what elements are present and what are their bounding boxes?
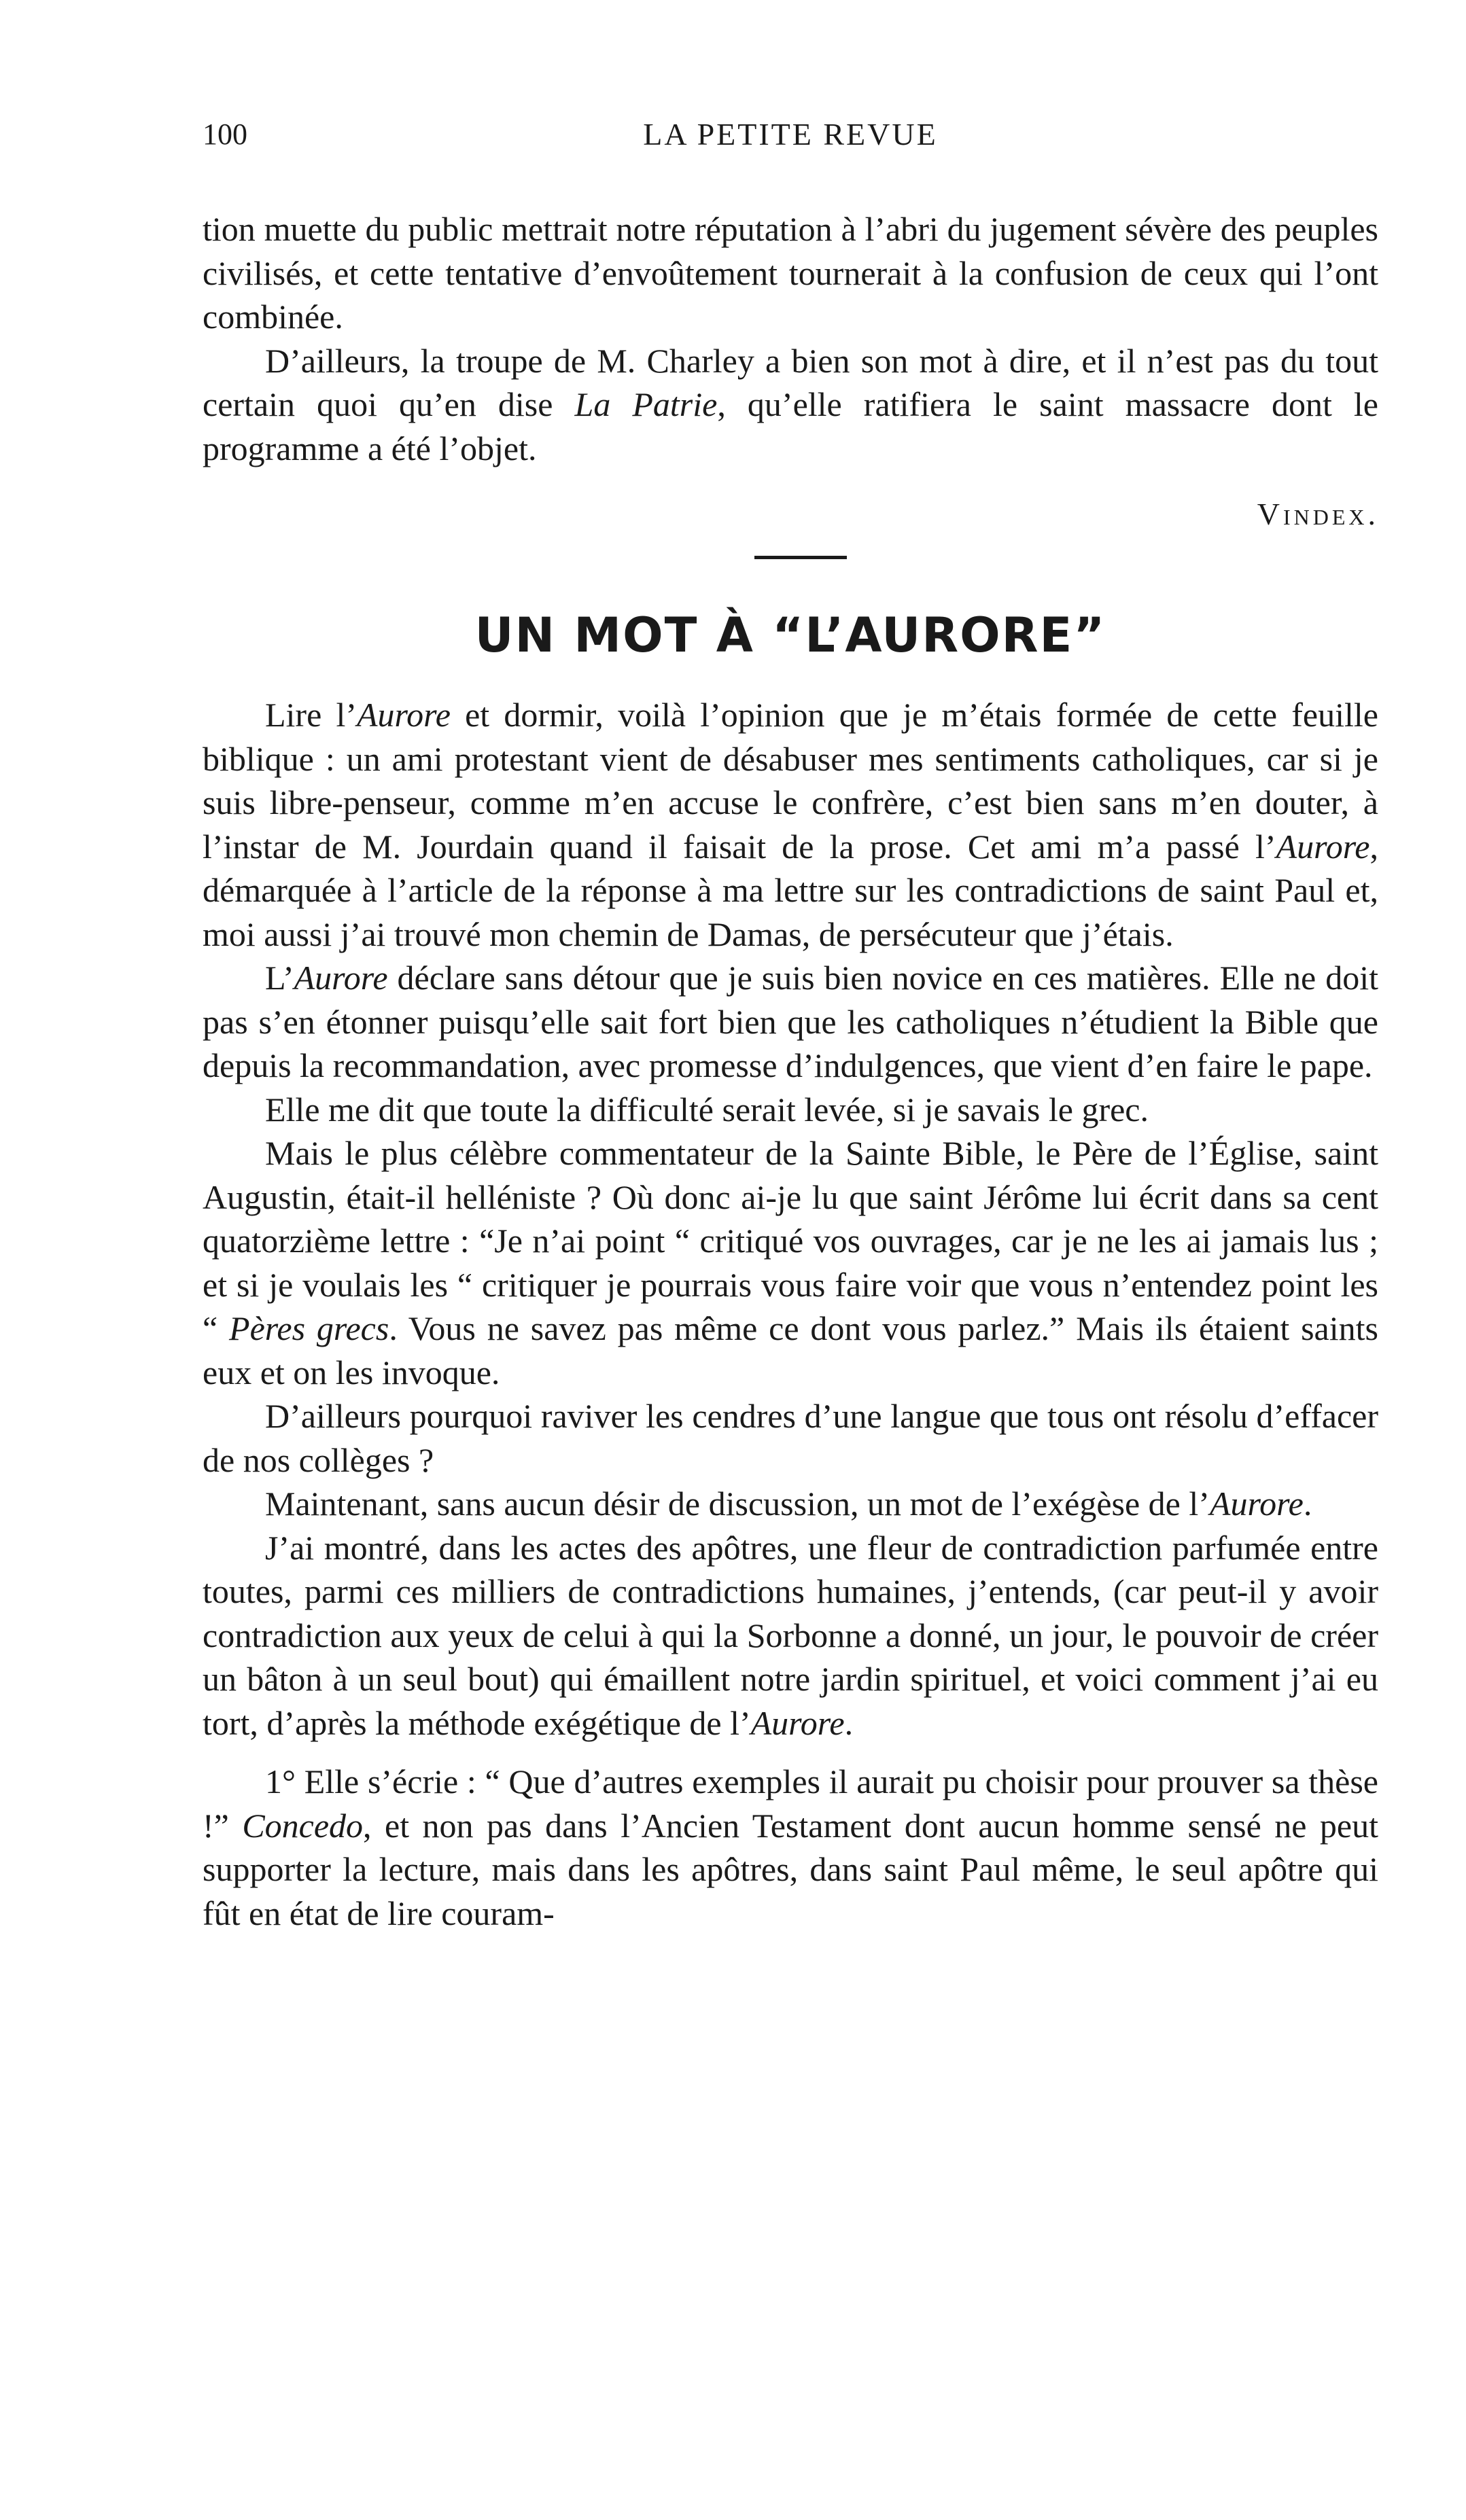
paragraph-text: Lire l’ [265, 696, 357, 734]
paragraph-text: 1° Elle s’écrie : “ Que d’autres exemples il aurait pu choisir pour prouver sa thèse !” [203, 1762, 1378, 1845]
paragraph-text: . [1303, 1485, 1312, 1523]
previous-article-ending [203, 207, 1378, 470]
running-title: LA PETITE REVUE [643, 117, 938, 152]
paragraph: D’ailleurs pourquoi raviver les cendres d’une langue que tous ont résolu d’effacer de nos collèges ? [203, 1397, 1378, 1479]
paragraph-text: J’ai montré, dans les actes des apôtres, une fleur de contradiction parfumée entre toutes, parmi ces milliers de contradictions humaines, j’entends, (car peut-il y avoir contradiction aux yeux de celui à qui la Sorbonne a donné, un jour, le pouvoir de créer un bâton à un seul bout) qui émaillent notre jardin spirituel, et voici comment j’ai eu tort, d’après la méthode exégétique de l’ [203, 1528, 1378, 1742]
newspaper-title: Aurore [750, 1703, 845, 1742]
newspaper-title: La Patrie [574, 385, 718, 423]
paragraph [203, 1482, 1378, 1526]
italic-text: Pères grecs [229, 1309, 389, 1347]
paragraph [203, 339, 1378, 471]
newspaper-title: Aurore [1209, 1485, 1304, 1523]
newspaper-title: Aurore [294, 959, 388, 997]
paragraph [203, 1526, 1378, 1745]
paragraph-text: . [844, 1703, 854, 1742]
newspaper-title: Aurore [1276, 827, 1370, 866]
paragraph [203, 693, 1378, 956]
paragraph [203, 956, 1378, 1088]
section-divider [754, 556, 847, 559]
paragraph-text: , qu’elle ratifiera le saint massacre dont le programme a été l’objet. [203, 385, 1378, 467]
paragraph: tion muette du public mettrait notre réputation à l’abri du jugement sévère des peuples civilisés, et cette tentative d’envoûtement tournerait à la confusion de ceux qui l’ont combinée. [203, 210, 1378, 336]
paragraph-text: . Vous ne savez pas même ce dont vous parlez.” Mais ils étaient saints eux et on les invoque. [203, 1309, 1378, 1391]
article-title: UN MOT À “L’AURORE” [474, 607, 1106, 663]
paragraph [203, 1131, 1378, 1394]
paragraph-text: Mais le plus célèbre commentateur de la Sainte Bible, le Père de l’Église, saint Augustin, était-il helléniste ? Où donc ai-je lu que saint Jérôme lui écrit dans sa cent quatorzième lettre : “Je n’ai point “ critiqué vos ouvrages, car je ne les ai jamais lus ; et si je voulais les “ critiquer je pourrais vous faire voir que vous n’entendez point les “ [203, 1134, 1378, 1347]
paragraph-text: , et non pas dans l’Ancien Testament dont aucun homme sensé ne peut supporter la lecture, mais dans les apôtres, dans saint Paul même, le seul apôtre qui fût en état de lire couram- [203, 1806, 1379, 1932]
paragraph-text: et dormir, voilà l’opinion que je m’étais formée de cette feuille biblique : un ami protestant vient de désabuser mes sentiments catholiques, car si je suis libre-penseur, comme m’en accuse le confrère, c’est bien sans m’en douter, à l’instar de M. Jourdain quand il faisait de la prose. Cet ami m’a passé l’ [203, 696, 1378, 866]
paragraph-text: L’ [265, 959, 294, 997]
article-body [203, 693, 1378, 1935]
paragraph-text: D’ailleurs, la troupe de M. Charley a bien son mot à dire, et il n’est pas du tout certain quoi qu’en dise [203, 341, 1378, 423]
paragraph [203, 1760, 1378, 1935]
signature: Vindex. [1257, 497, 1379, 531]
running-head [203, 114, 1378, 162]
italic-text: Concedo [242, 1806, 364, 1845]
paragraph: Elle me dit que toute la difficulté serait levée, si je savais le grec. [265, 1090, 1149, 1129]
page-number: 100 [203, 118, 247, 151]
newspaper-title: Aurore [356, 696, 451, 734]
paragraph-text: , démarquée à l’article de la réponse à ma lettre sur les contradictions de saint Paul et, moi aussi j’ai trouvé mon chemin de Damas, de persécuteur que j’étais. [203, 827, 1378, 953]
paragraph-text: Maintenant, sans aucun désir de discussion, un mot de l’exégèse de l’ [265, 1485, 1210, 1523]
paragraph-text: déclare sans détour que je suis bien novice en ces matières. Elle ne doit pas s’en étonner puisqu’elle sait fort bien que les catholiques n’étudient la Bible que depuis la recommandation, avec promesse d’indulgences, que vient d’en faire le pape. [203, 959, 1378, 1084]
